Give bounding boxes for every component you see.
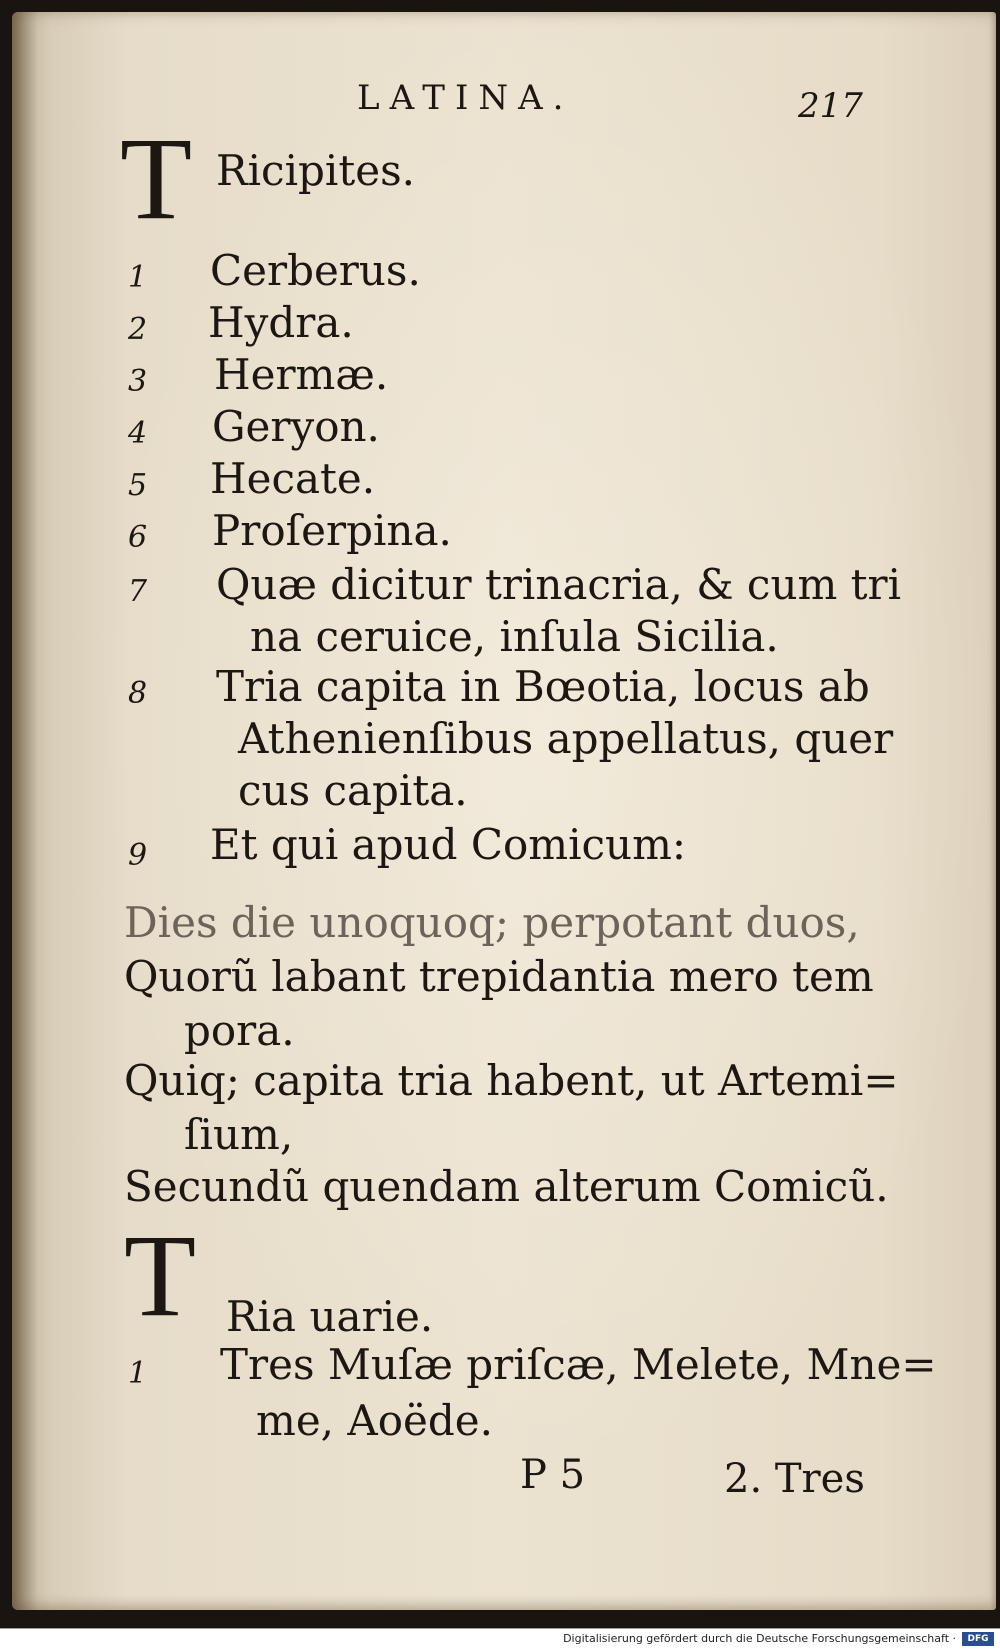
item-number: 9 bbox=[128, 838, 148, 873]
item-line: Proſerpina. bbox=[212, 506, 452, 555]
item-line: cus capita. bbox=[238, 766, 468, 815]
running-head: LATINA. bbox=[357, 78, 574, 118]
item-line: me, Aoëde. bbox=[256, 1396, 493, 1445]
item-line: Hermæ. bbox=[214, 350, 389, 399]
item-line: Cerberus. bbox=[210, 246, 421, 295]
verse-line: Quorũ labant trepidantia mero tem bbox=[124, 952, 874, 1001]
page-number: 217 bbox=[798, 86, 863, 126]
item-number: 3 bbox=[128, 364, 148, 399]
section-heading-1: Ricipites. bbox=[216, 146, 415, 195]
signature-mark: P 5 bbox=[520, 1452, 586, 1498]
drop-cap-1: T bbox=[120, 113, 193, 244]
verse-line: Secundũ quendam alterum Comicũ. bbox=[124, 1162, 889, 1211]
dfg-logo-icon: DFG bbox=[962, 1632, 994, 1646]
item-number: 1 bbox=[128, 260, 148, 295]
item-line: Quæ dicitur trinacria, & cum tri bbox=[216, 560, 902, 609]
verse-line: ſium, bbox=[184, 1110, 294, 1159]
item-number: 1 bbox=[128, 1356, 148, 1391]
item-line: Hydra. bbox=[208, 298, 354, 347]
section-heading-2: Ria uarie. bbox=[226, 1292, 434, 1341]
digitization-credit-bar bbox=[0, 1628, 1000, 1649]
digitization-credit-text: Digitalisierung gefördert durch die Deutsche Forschungsgemeinschaft · bbox=[563, 1632, 956, 1645]
item-line: Hecate. bbox=[210, 454, 376, 503]
item-number: 6 bbox=[128, 520, 148, 555]
verse-line: Dies die unoquoq; perpotant duos, bbox=[124, 898, 860, 947]
item-number: 4 bbox=[128, 416, 148, 451]
item-line: na ceruice, inſula Sicilia. bbox=[250, 612, 779, 661]
verse-line: pora. bbox=[184, 1006, 295, 1055]
item-number: 7 bbox=[128, 574, 148, 609]
item-line: Athenienſibus appellatus, quer bbox=[238, 714, 894, 763]
verse-line: Quiq; capita tria habent, ut Artemi= bbox=[124, 1056, 899, 1105]
item-number: 5 bbox=[128, 468, 148, 503]
item-line: Tria capita in Bœotia, locus ab bbox=[216, 662, 870, 711]
item-line: Geryon. bbox=[212, 402, 380, 451]
catchword: 2. Tres bbox=[724, 1456, 865, 1502]
page-edge bbox=[990, 12, 996, 1610]
item-number: 8 bbox=[128, 676, 148, 711]
drop-cap-2: T bbox=[124, 1210, 197, 1341]
item-line: Et qui apud Comicum: bbox=[210, 820, 687, 869]
page-gutter-shadow bbox=[12, 12, 38, 1610]
item-number: 2 bbox=[128, 312, 148, 347]
book-page bbox=[12, 12, 996, 1610]
item-line: Tres Muſæ priſcæ, Melete, Mne= bbox=[220, 1340, 937, 1389]
